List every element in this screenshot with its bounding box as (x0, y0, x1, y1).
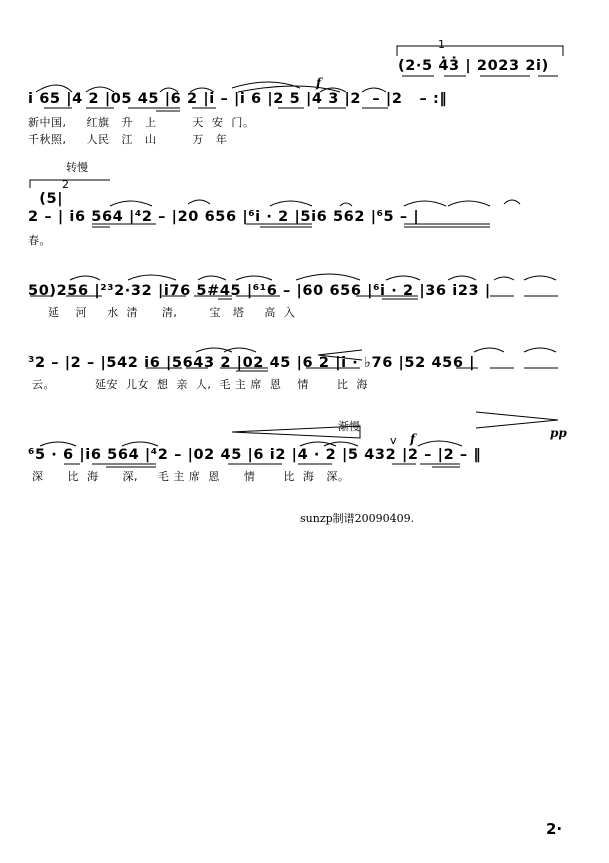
hairpin-decrescendo (476, 412, 558, 428)
lyric-verse-2: 千秋照, 人民 江 山 万 年 (28, 133, 228, 146)
breath-mark: v (390, 434, 397, 447)
lyric-verse-1: 深 比 海 深, 毛 主 席 恩 情 比 海 深。 (28, 470, 350, 483)
lyric-verse-1: 云。 延安 儿女 想 亲 人, 毛 主 席 恩 情 比 海 (28, 378, 368, 391)
volta-bracket-2 (30, 180, 110, 188)
dynamic-pianissimo: pp (550, 426, 567, 440)
notes-line: 2 – | i6 564 |⁴2 – |20 656 |⁶i · 2 |5i6 562 |⁶5 – | (28, 209, 420, 225)
notes-line: (5| (28, 191, 64, 207)
dynamic-forte: f (410, 432, 416, 446)
intro-notes: (2·5 4̇3̇ | 2023 2i) (398, 58, 549, 74)
tempo-mark: 转慢 (66, 161, 88, 174)
notes-line: i 65 |4 2 |05 45 |6 2 |i – |i 6 |2 5 |4 3 |2 – |2 – :‖ (28, 91, 448, 107)
lyric-verse-1: 新中国, 红旗 升 上 天 安 门。 (28, 116, 255, 129)
notes-line: ⁶5 · 6 |i6 564 |⁴2 – |02 45 |6 i2 |4 · 2 |5 432 |2 – |2 – ‖ (28, 447, 482, 463)
arranger-credit: sunzp制谱20090409. (300, 512, 415, 525)
tempo-mark: 渐慢 (338, 420, 360, 433)
dynamic-forte: f (316, 76, 322, 90)
notes-line: 50)256 |²³2·32 |i76 5#45 |⁶¹6 – |60 656 |⁶i · 2 |36 i23 | (28, 283, 491, 299)
page-number: 2· (546, 820, 563, 838)
lyric-verse-1: 春。 (28, 234, 51, 247)
volta-2-label: 2 (62, 178, 69, 191)
lyric-verse-1: 延 河 水 清 清, 宝 塔 高 入 (28, 306, 296, 319)
notes-line: ³2 – |2 – |542 i6 |5643 2 |02 45 |6 2 |i · ♭76 |52 456 | (28, 355, 476, 371)
volta-1-label: 1 (438, 38, 445, 51)
